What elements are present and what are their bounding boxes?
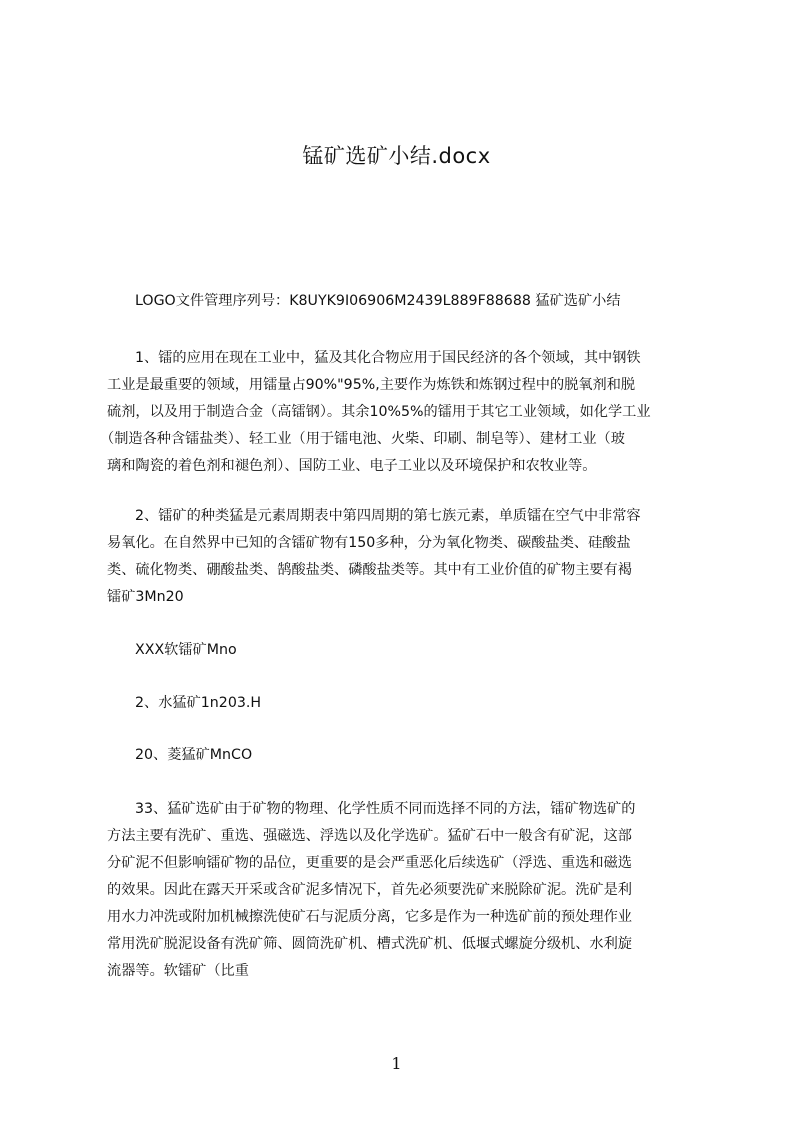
mineral-item: XXX软镭矿Mno — [135, 642, 237, 658]
paragraph-3-line: 分矿泥不但影响镭矿物的品位，更重要的是会严重恶化后续选矿（浮选、重选和磁选 — [107, 855, 632, 871]
paragraph-1-line: 1、镭的应用在现在工业中，猛及其化合物应用于国民经济的各个领域，其中钢铁 — [135, 350, 641, 366]
paragraph-1-line: 璃和陶瓷的着色剂和褪色剂）、国防工业、电子工业以及环境保护和农牧业等。 — [107, 458, 597, 474]
mineral-item: 2、水猛矿1n203.H — [135, 695, 262, 711]
paragraph-2-line: 类、硫化物类、硼酸盐类、鹄酸盐类、磷酸盐类等。其中有工业价值的矿物主要有褐 — [107, 562, 632, 578]
paragraph-3-line: 用水力冲洗或附加机械擦洗使矿石与泥质分离，它多是作为一种选矿前的预处理作业 — [107, 909, 632, 925]
paragraph-1-line: 硫剂，以及用于制造合金（高镭钢）。其余10%5%的镭用于其它工业领域，如化学工业 — [107, 404, 651, 420]
paragraph-1-line: 工业是最重要的领域，用镭量占90%"95%,主要作为炼铁和炼钢过程中的脱氧剂和脱 — [107, 377, 636, 393]
mineral-item: 20、菱猛矿MnCO — [135, 747, 253, 763]
paragraph-3-line: 的效果。因此在露天开采或含矿泥多情况下，首先必须要洗矿来脱除矿泥。洗矿是利 — [107, 882, 632, 898]
document-title: 锰矿选矿小结.docx — [302, 144, 491, 168]
page-number: 1 — [391, 1054, 402, 1073]
paragraph-2-line: 镭矿3Mn20 — [107, 589, 184, 605]
header-line: LOGO文件管理序列号：K8UYK9I06906M2439L889F88688 猛矿选矿小结 — [135, 293, 621, 309]
paragraph-3-line: 33、猛矿选矿由于矿物的物理、化学性质不同而选择不同的方法，镭矿物选矿的 — [135, 801, 636, 817]
paragraph-2-line: 易氧化。在自然界中已知的含镭矿物有150多种，分为氧化物类、碳酸盐类、硅酸盐 — [107, 535, 631, 551]
paragraph-3-line: 方法主要有洗矿、重选、强磁选、浮选以及化学选矿。猛矿石中一般含有矿泥，这部 — [107, 828, 632, 844]
paragraph-3-line: 流器等。软镭矿（比重 — [107, 963, 249, 979]
paragraph-2-line: 2、镭矿的种类猛是元素周期表中第四周期的第七族元素，单质镭在空气中非常容 — [135, 508, 641, 524]
paragraph-1-line: （制造各种含镭盐类）、轻工业（用于镭电池、火柴、印刷、制皂等）、建材工业（玻 — [100, 431, 625, 447]
paragraph-3-line: 常用洗矿脱泥设备有洗矿筛、圆筒洗矿机、槽式洗矿机、低堰式螺旋分级机、水利旋 — [107, 936, 632, 952]
